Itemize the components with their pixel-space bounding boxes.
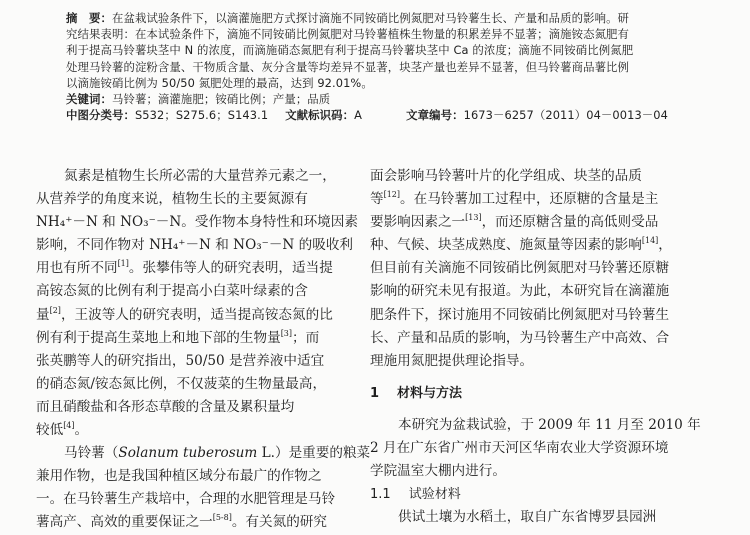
text-line — [36, 465, 349, 488]
line-text: 肥条件下，探讨施用不同铵硝比例氮肥对马铃薯生 — [370, 306, 670, 323]
line-text: 长、产量和品质的影响，为马铃薯生产中高效、合 — [370, 329, 670, 346]
line-text: 高铵态氮的比例有利于提高小白菜叶绿素的含 — [36, 283, 308, 300]
keywords-label: 关键词： — [66, 91, 112, 106]
line-text: ， — [658, 237, 672, 254]
line-text: 一。在马铃薯生产栽培中，合理的水肥管理是马铃 — [36, 491, 336, 508]
citation-ref[interactable]: [5-8] — [212, 513, 232, 523]
section-heading — [370, 382, 700, 405]
line-text: 影响的研究未见有报道。为此，本研究旨在滴灌施 — [370, 283, 670, 300]
line-text: 等 — [370, 191, 384, 208]
abstract-line — [66, 75, 668, 91]
text-line — [36, 327, 349, 350]
line-text: 。在马铃薯加工过程中，还原糖的含量是主 — [400, 191, 659, 208]
scientific-name: Solanum tuberosum — [118, 445, 258, 462]
line-text: 兼用作物，也是我国种植区域分布最广的作物之 — [36, 468, 322, 485]
citation-ref[interactable]: [12] — [383, 190, 401, 200]
line-text: 种、气候、块茎成熟度、施氮量等因素的影响 — [370, 237, 642, 254]
text-line — [370, 304, 700, 327]
abstract-text: 以滴施铵硝比例为 50/50 氮肥处理的最高，达到 92.01%。 — [66, 75, 373, 90]
clc-value: S532；S275.6；S143.1 — [134, 108, 269, 123]
citation-ref[interactable]: [3] — [280, 328, 293, 338]
line-text: 。 — [74, 422, 89, 439]
abstract-line — [66, 26, 668, 42]
line-text: 例有利于提高生菜地上和地下部的生物量 — [36, 329, 281, 346]
text-line — [36, 373, 349, 396]
line-text: 薯高产、高效的重要保证之一 — [36, 514, 213, 531]
text-line — [36, 419, 349, 442]
text-line — [36, 442, 371, 465]
citation-ref[interactable]: [2] — [49, 305, 61, 315]
text-line — [370, 414, 700, 437]
text-line — [370, 280, 700, 303]
abstract-label: 摘 要： — [66, 11, 112, 25]
line-text: 但目前有关滴施不同铵硝比例氮肥对马铃薯还原糖 — [370, 260, 670, 277]
clc-cell — [66, 107, 285, 123]
line-text: 面会影响马铃薯叶片的化学组成、块茎的品质 — [370, 168, 642, 184]
line-text: NH₄⁺－N 和 NO₃⁻－N。受作物本身特性和环境因素 — [36, 214, 358, 231]
classification-row — [66, 107, 668, 123]
doc-code-value: A — [354, 108, 363, 123]
line-text: ；而 — [292, 329, 320, 346]
left-column — [36, 165, 371, 535]
text-line — [36, 165, 349, 188]
clc-label: 中图分类号： — [66, 108, 135, 123]
doc-code-cell — [285, 107, 406, 123]
line-text: 用也有所不同 — [36, 260, 118, 277]
keywords-line — [66, 91, 668, 107]
line-text: 而且硝酸盐和各形态草酸的含量及累积量均 — [36, 398, 295, 415]
line-text: 。有关氮的研究 — [231, 514, 327, 531]
citation-ref[interactable]: [1] — [117, 259, 129, 269]
text-line — [36, 304, 349, 327]
text-line — [370, 188, 700, 211]
citation-ref[interactable]: [14] — [641, 236, 659, 246]
spacer — [370, 405, 700, 414]
section-title: 材料与方法 — [397, 385, 463, 401]
line-text: 从营养学的角度来说，植物生长的主要氮源有 — [36, 191, 308, 208]
section-number: 1 — [370, 385, 380, 401]
text-line — [370, 460, 700, 483]
article-no-value: 1673－6257（2011）04－0013－04 — [463, 108, 668, 123]
abstract-line — [66, 59, 668, 75]
line-text: 张英鹏等人的研究指出，50/50 是营养液中适宜 — [36, 352, 325, 369]
text-line — [370, 234, 700, 257]
text-line — [36, 257, 349, 280]
text-line — [36, 396, 349, 419]
line-text: 氮素是植物生长所必需的大量营养元素之一， — [64, 168, 336, 184]
section-title: 试验材料 — [408, 487, 461, 503]
text-line — [36, 211, 358, 234]
text-line — [370, 437, 700, 460]
citation-ref[interactable]: [4] — [63, 421, 75, 431]
line-text: 供试土壤为水稻土，取自广东省博罗县园洲 — [398, 509, 657, 526]
line-text: ，而还原糖含量的高低则受品 — [481, 214, 659, 231]
line-text: 马铃薯（ — [64, 445, 119, 462]
subsection-heading — [370, 483, 700, 506]
abstract-line — [66, 10, 668, 26]
right-column — [370, 165, 700, 529]
text-line — [370, 350, 700, 373]
abstract-text: 利于提高马铃薯块茎中 N 的浓度，而滴施硝态氮肥有利于提高马铃薯块茎中 Ca 的浓度；滴施不同铵硝比例氮肥 — [66, 43, 634, 58]
section-number: 1.1 — [370, 487, 391, 503]
line-text: 2 月在广东省广州市天河区华南农业大学资源环境 — [370, 440, 669, 457]
line-text: 影响，不同作物对 NH₄⁺－N 和 NO₃⁻－N 的吸收利 — [36, 237, 354, 254]
text-line — [36, 188, 349, 211]
text-line — [370, 257, 700, 280]
text-line — [36, 350, 349, 373]
article-no-label: 文章编号： — [406, 108, 464, 123]
line-text: 学院温室大棚内进行。 — [370, 463, 506, 480]
abstract-text: 处理马铃薯的淀粉含量、干物质含量、灰分含量等均差异不显著，块茎产量也差异不显著，但马铃薯商品薯比例 — [66, 59, 630, 74]
abstract-text: 究结果表明：在本试验条件下，滴施不同铵硝比例氮肥对马铃薯植株生物量的积累差异不显著；滴施铵态氮肥有 — [66, 27, 630, 42]
text-line — [370, 327, 700, 350]
text-line — [36, 234, 354, 257]
line-text: 量 — [36, 306, 50, 323]
spacer — [370, 373, 700, 382]
line-text: 理施用氮肥提供理论指导。 — [370, 352, 534, 369]
line-text: 较低 — [36, 422, 64, 439]
keywords: 马铃薯；滴灌施肥；铵硝比例；产量；品质 — [111, 91, 331, 106]
abstract-block — [66, 10, 668, 123]
line-text: 要影响因素之一 — [370, 214, 466, 231]
text-line — [370, 165, 700, 188]
abstract-text: 在盆栽试验条件下，以滴灌施肥方式探讨滴施不同铵硝比例氮肥对马铃薯生长、产量和品质的影响。研 — [111, 11, 630, 25]
line-text: 本研究为盆栽试验，于 2009 年 11 月至 2010 年 — [398, 416, 701, 433]
line-text: ，王波等人的研究表明，适当提高铵态氮的比 — [60, 306, 333, 323]
line-text: L.）是重要的粮菜 — [257, 445, 371, 462]
article-no-cell — [406, 107, 668, 123]
abstract-line — [66, 42, 668, 58]
text-line — [370, 506, 700, 529]
doc-code-label: 文献标识码： — [285, 108, 355, 123]
text-line — [36, 511, 349, 534]
citation-ref[interactable]: [13] — [465, 213, 482, 223]
line-text: 。张攀伟等人的研究表明，适当提 — [128, 260, 333, 277]
text-line — [370, 211, 700, 234]
text-line — [36, 280, 349, 303]
line-text: 的硝态氮/铵态氮比例，不仅菠菜的生物量最高， — [36, 375, 327, 392]
